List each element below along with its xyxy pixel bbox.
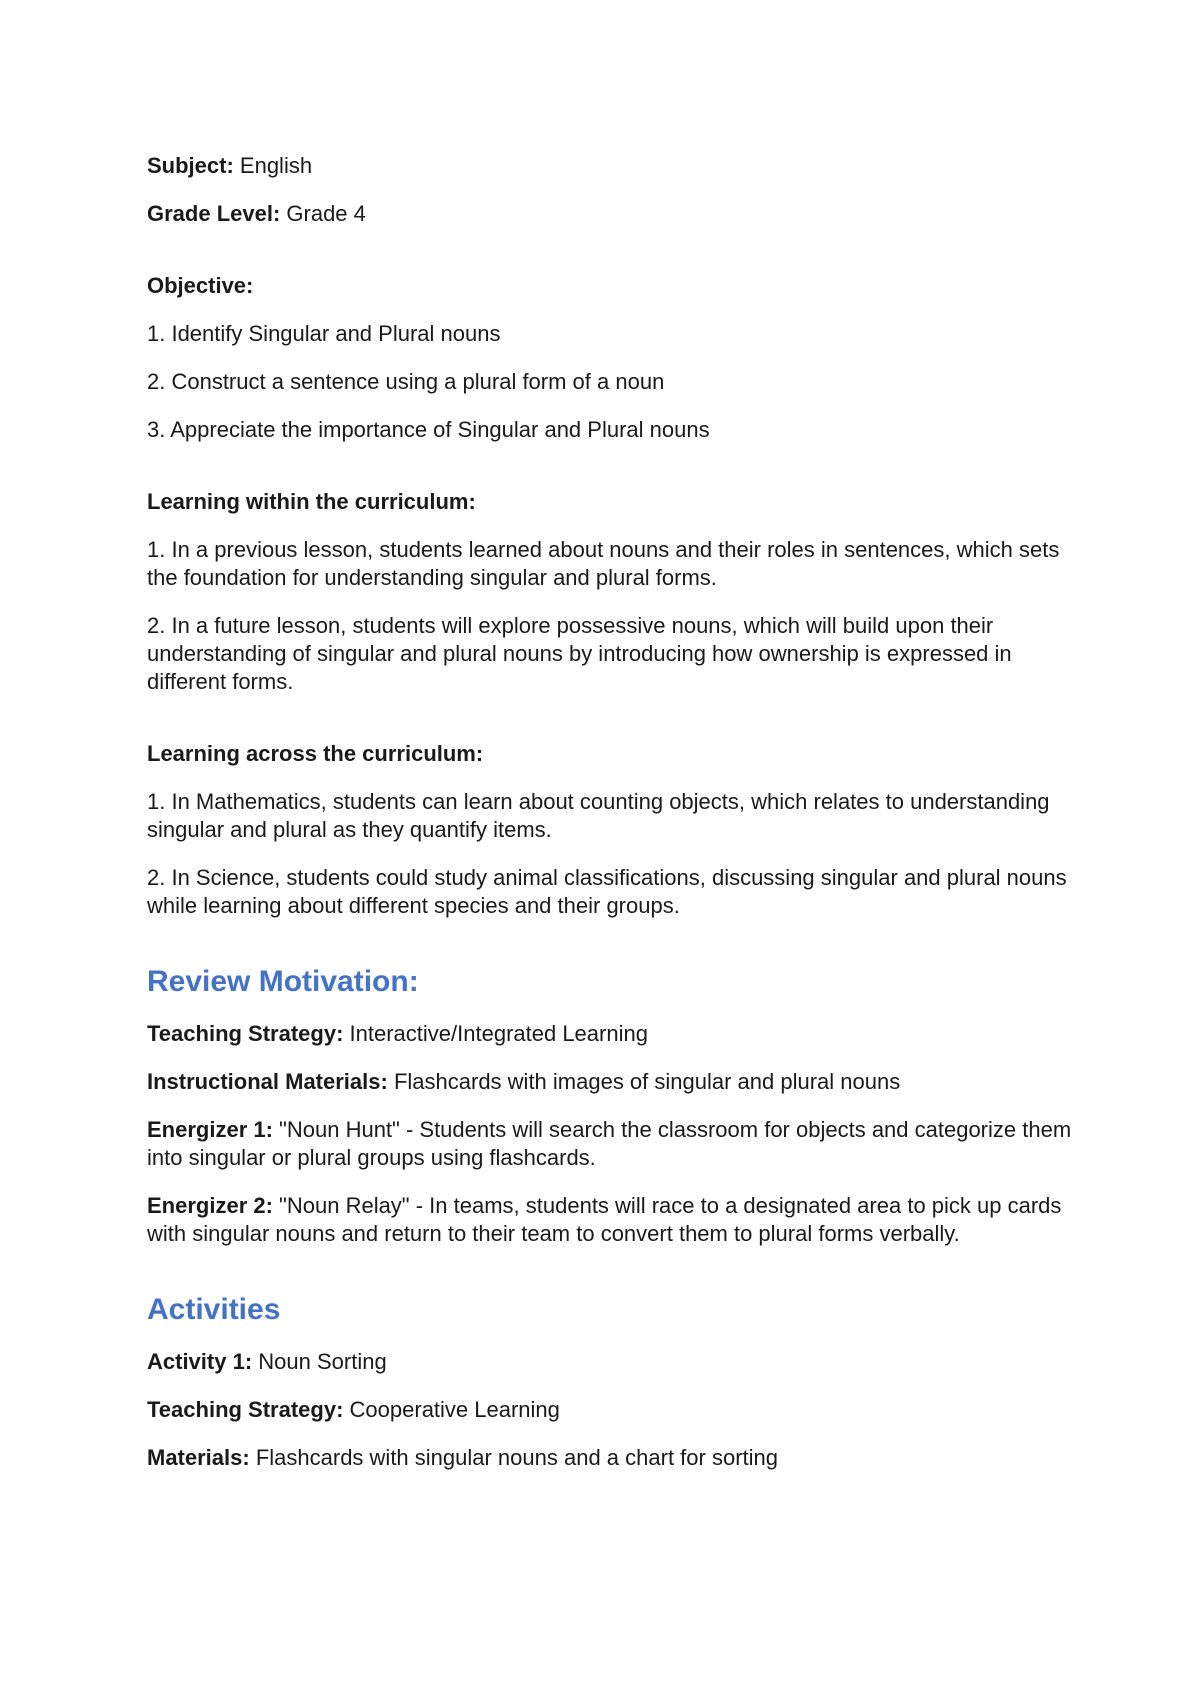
objective-heading: Objective: (147, 273, 254, 298)
energizer-2-label: Energizer 2: (147, 1193, 273, 1218)
activity-materials-value: Flashcards with singular nouns and a chart for sorting (249, 1445, 778, 1470)
across-curriculum-heading: Learning across the curriculum: (147, 741, 484, 766)
document-page (147, 152, 1077, 1492)
review-materials-value: Flashcards with images of singular and plural nouns (387, 1069, 901, 1094)
energizer-2-value: "Noun Relay" - In teams, students will race to a designated area to pick up cards with singular nouns and return to their team to convert them to plural forms verbally. (147, 1193, 1062, 1246)
review-strategy-line (147, 1020, 1077, 1048)
activity-strategy-label: Teaching Strategy: (147, 1397, 344, 1422)
activity-1-label: Activity 1: (147, 1349, 253, 1374)
activity-strategy-value: Cooperative Learning (343, 1397, 560, 1422)
review-strategy-label: Teaching Strategy: (147, 1021, 344, 1046)
activity-1-value: Noun Sorting (252, 1349, 387, 1374)
grade-level-line (147, 200, 1077, 228)
energizer-1-line (147, 1116, 1077, 1172)
grade-level-label: Grade Level: (147, 201, 281, 226)
energizer-1-label: Energizer 1: (147, 1117, 273, 1142)
activity-1-line (147, 1348, 1077, 1376)
objective-item-1: 1. Identify Singular and Plural nouns (147, 321, 501, 346)
energizer-1-value: "Noun Hunt" - Students will search the classroom for objects and categorize them into singular or plural groups using flashcards. (147, 1117, 1072, 1170)
activity-materials-line (147, 1444, 1077, 1472)
subject-line (147, 152, 1077, 180)
objective-item-3: 3. Appreciate the importance of Singular and Plural nouns (147, 417, 710, 442)
within-curriculum-item-2: 2. In a future lesson, students will explore possessive nouns, which will build upon their understanding of singular and plural nouns by introducing how ownership is expressed in different forms. (147, 613, 1012, 694)
within-curriculum-item-1: 1. In a previous lesson, students learned about nouns and their roles in sentences, which sets the foundation for understanding singular and plural forms. (147, 537, 1060, 590)
across-curriculum-item-1: 1. In Mathematics, students can learn about counting objects, which relates to understanding singular and plural as they quantify items. (147, 789, 1050, 842)
activity-strategy-line (147, 1396, 1077, 1424)
activity-materials-label: Materials: (147, 1445, 250, 1470)
energizer-2-line (147, 1192, 1077, 1248)
subject-value: English (233, 153, 313, 178)
review-materials-line (147, 1068, 1077, 1096)
review-motivation-heading: Review Motivation: (147, 965, 419, 998)
review-strategy-value: Interactive/Integrated Learning (343, 1021, 648, 1046)
grade-level-value: Grade 4 (280, 201, 366, 226)
subject-label: Subject: (147, 153, 234, 178)
within-curriculum-heading: Learning within the curriculum: (147, 489, 476, 514)
across-curriculum-item-2: 2. In Science, students could study animal classifications, discussing singular and plural nouns while learning about different species and their groups. (147, 865, 1067, 918)
review-materials-label: Instructional Materials: (147, 1069, 388, 1094)
activities-heading: Activities (147, 1293, 281, 1326)
objective-item-2: 2. Construct a sentence using a plural form of a noun (147, 369, 665, 394)
